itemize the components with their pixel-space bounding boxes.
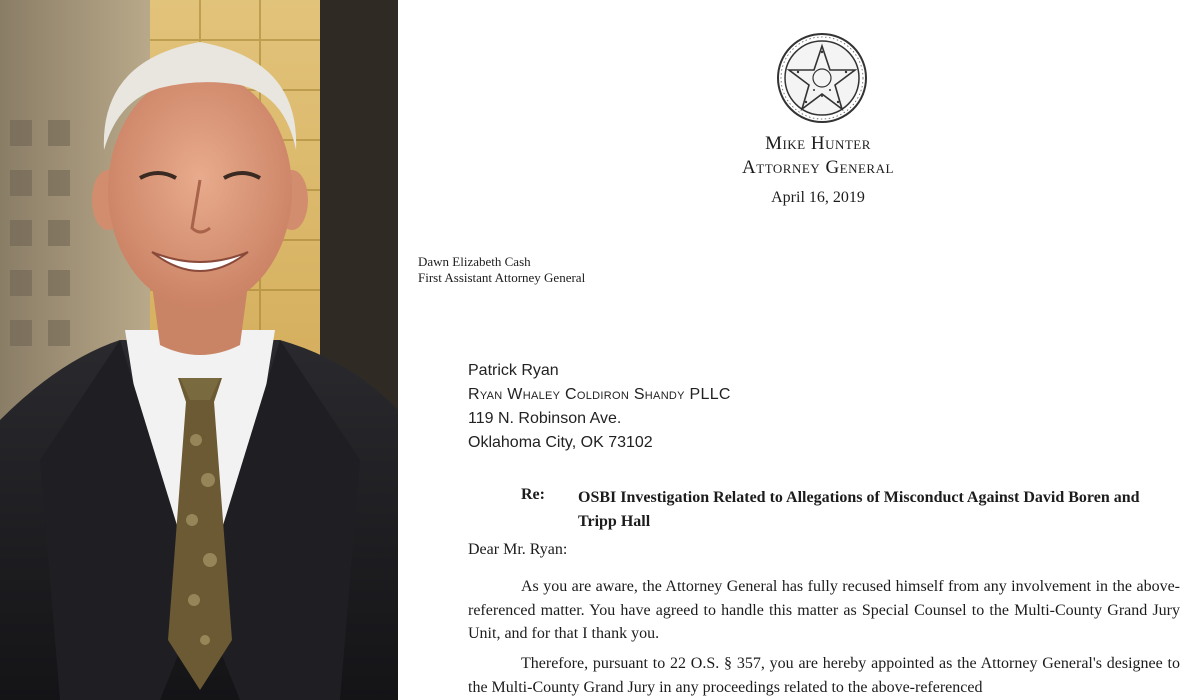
recipient-firm: Ryan Whaley Coldiron Shandy PLLC (468, 386, 731, 403)
subject-label: Re: (521, 486, 545, 503)
letter-document (398, 0, 1200, 700)
paragraph-2: Therefore, pursuant to 22 O.S. § 357, you are hereby appointed as the Attorney General's designee to the Multi-County Grand Jury in any proceedings related to the above-referenced (468, 655, 1180, 696)
first-assistant-name: Dawn Elizabeth Cash (418, 254, 531, 269)
attorney-general-name: Mike Hunter (765, 133, 871, 154)
salutation: Dear Mr. Ryan: (468, 541, 568, 558)
attorney-general-title: Attorney General (742, 157, 894, 178)
recipient-city: Oklahoma City, OK 73102 (468, 434, 653, 451)
letter-date: April 16, 2019 (771, 189, 865, 206)
recipient-street: 119 N. Robinson Ave. (468, 410, 622, 427)
portrait-illustration (0, 0, 398, 700)
subject-text: OSBI Investigation Related to Allegations of Misconduct Against David Boren and Tripp Hall (578, 489, 1140, 530)
oklahoma-seal-icon (776, 32, 868, 124)
portrait-photo (0, 0, 398, 700)
recipient-name: Patrick Ryan (468, 362, 559, 379)
paragraph-1: As you are aware, the Attorney General has fully recused himself from any involvement in the above-referenced matter. You have agreed to handle this matter as Special Counsel to the Multi-County Grand Jury Unit, and for that I thank you. (468, 578, 1180, 642)
first-assistant-title: First Assistant Attorney General (418, 270, 586, 285)
